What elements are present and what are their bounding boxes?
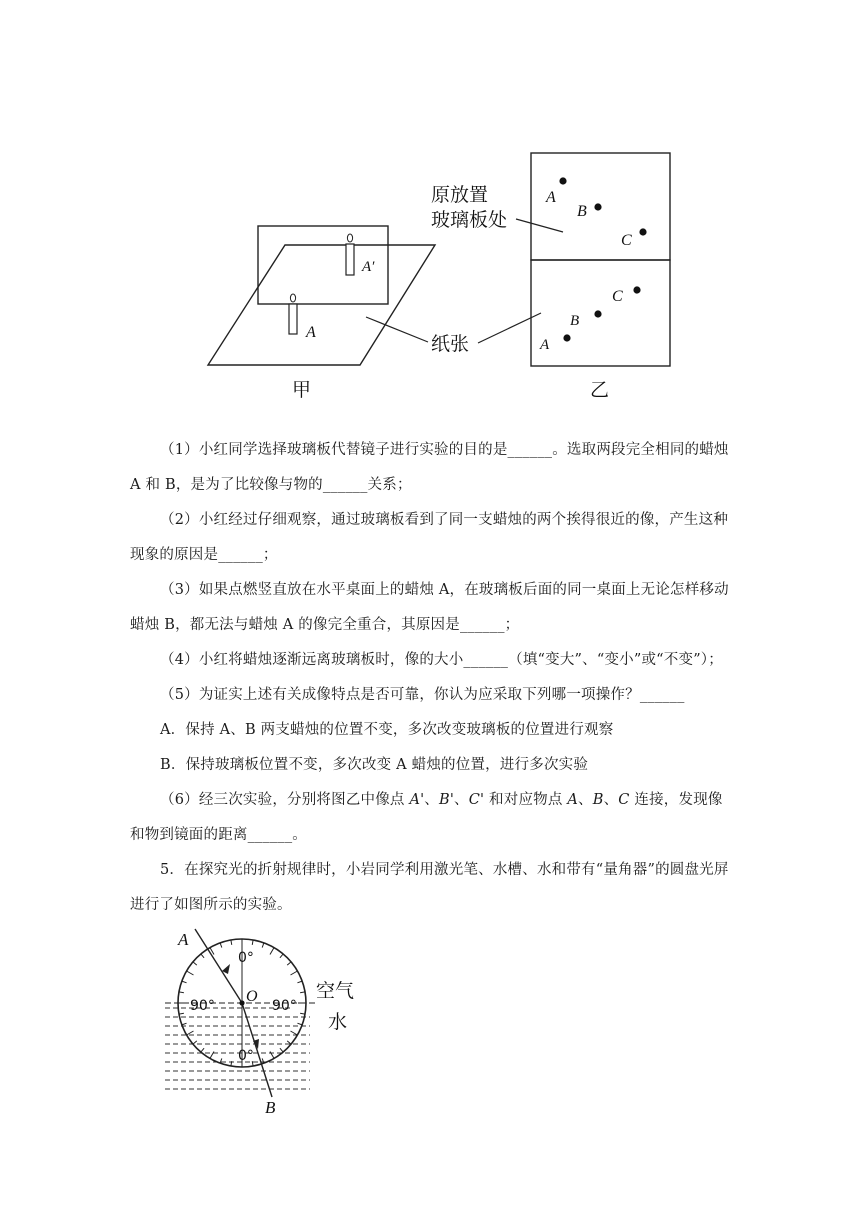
point-a-top (559, 177, 566, 184)
protractor-tick (262, 943, 264, 948)
label-b-fig2: B (265, 1098, 276, 1117)
point-a: A (567, 792, 579, 808)
point-o (239, 1000, 244, 1005)
label-deg-left: 90° (190, 998, 215, 1014)
point-a-bottom (563, 334, 570, 341)
point-c: C (618, 792, 630, 808)
option-a (160, 713, 760, 748)
separator: 、 (424, 792, 439, 808)
label-a-yi-top: A (546, 189, 556, 206)
callout-paper-leader-left (366, 317, 428, 342)
candle-image-a-prime (346, 234, 354, 275)
question-5-number: （5） (160, 687, 199, 703)
label-a-yi-bottom: A (540, 337, 550, 353)
question-3-text: 如果点燃竖直放在水平桌面上的蜡烛 A，在玻璃板后面的同一桌面上无论怎样移动蜡烛 B，都无法与蜡烛 A 的像完全重合，其原因是______； (130, 582, 729, 633)
label-a-jia: A (306, 324, 316, 341)
question-2-text: 小红经过仔细观察，通过玻璃板看到了同一支蜡烛的两个挨得很近的像，产生这种现象的原因是______； (130, 512, 729, 563)
protractor-tick (201, 954, 204, 958)
protractor-tick (210, 1051, 214, 1058)
protractor-tick (280, 1048, 283, 1052)
callout-glass-leader (516, 219, 563, 232)
question-1-text: 小红同学选择玻璃板代替镜子进行实验的目的是______。选取两段完全相同的蜡烛 A 和 B，是为了比较像与物的______关系； (130, 442, 729, 493)
option-a-text: 保持 A、B 两支蜡烛的位置不变，多次改变玻璃板的位置进行观察 (185, 722, 614, 738)
protractor-tick (290, 971, 297, 975)
question-6-number: （6） (160, 792, 199, 808)
protractor-tick (182, 981, 187, 983)
question-6-text-3: 连接，发现像和物到镜面的距离______。 (130, 792, 723, 843)
protractor-tick (297, 1023, 302, 1025)
candle-a (289, 294, 297, 334)
label-b-yi-bottom: B (570, 313, 580, 329)
question-4-text: 小红将蜡烛逐渐远离玻璃板时，像的大小______（填“变大”、“变小”或“不变”）； (198, 652, 723, 668)
question-5-text: 为证实上述有关成像特点是否可靠，你认为应采取下列哪一项操作？______ (198, 687, 685, 703)
caption-jia: 甲 (292, 379, 312, 401)
separator: 、 (578, 792, 593, 808)
label-deg-bottom: 0° (238, 1048, 254, 1064)
protractor-tick (220, 943, 222, 948)
question-6-text-1: 经三次实验，分别将图乙中像点 (198, 792, 410, 808)
label-c-yi-top: C (621, 232, 632, 249)
protractor-tick (187, 1031, 194, 1035)
label-c-yi-bottom: C (612, 288, 623, 305)
separator: 、 (454, 792, 469, 808)
label-a-prime-jia: A′ (362, 259, 375, 275)
point-b-prime: B' (439, 792, 455, 808)
protractor-tick (270, 948, 274, 955)
question-4-number: （4） (160, 652, 199, 668)
problem-5-text: 在探究光的折射规律时，小岩同学利用激光笔、水槽、水和带有“量角器”的圆盘光屏进行了如图所示的实验。 (130, 862, 729, 913)
paper-sheet (208, 245, 435, 365)
protractor-tick (290, 1031, 297, 1035)
problem-5 (130, 853, 730, 923)
point-b-top (594, 203, 601, 210)
question-4 (130, 643, 730, 678)
problem-5-number: 5． (160, 862, 185, 878)
label-b-yi-top: B (577, 203, 587, 220)
question-2 (130, 503, 730, 573)
question-5 (130, 678, 730, 713)
point-c-prime: C' (468, 792, 485, 808)
figure-mirror-experiment (0, 0, 860, 420)
caption-yi: 乙 (590, 379, 610, 401)
protractor-tick (187, 971, 194, 975)
question-1-number: （1） (160, 442, 199, 458)
option-b-letter: B． (160, 757, 186, 773)
question-2-number: （2） (160, 512, 199, 528)
point-b-bottom (594, 310, 601, 317)
protractor-tick (252, 940, 253, 945)
protractor-tick (179, 1013, 184, 1014)
protractor-tick (231, 940, 232, 945)
question-1 (130, 433, 730, 503)
label-o-fig2: O (246, 988, 258, 1005)
protractor-tick (193, 1041, 197, 1044)
protractor-tick (280, 954, 283, 958)
protractor-tick (297, 981, 302, 983)
question-3 (130, 573, 730, 643)
point-a-prime: A' (409, 792, 425, 808)
question-3-number: （3） (160, 582, 199, 598)
protractor-tick (287, 962, 291, 965)
label-deg-top: 0° (238, 950, 254, 966)
point-b: B (592, 792, 604, 808)
label-deg-right: 90° (272, 998, 297, 1014)
protractor-tick (201, 1048, 204, 1052)
callout-paper: 纸张 (431, 333, 470, 355)
label-a-fig2: A (178, 930, 189, 949)
protractor-tick (182, 1023, 187, 1025)
callout-glass-line1: 原放置 (431, 184, 489, 206)
option-a-letter: A． (160, 722, 186, 738)
option-b-text: 保持玻璃板位置不变，多次改变 A 蜡烛的位置，进行多次实验 (185, 757, 589, 773)
separator: 、 (603, 792, 619, 808)
callout-glass-line2: 玻璃板处 (431, 209, 508, 231)
protractor-tick (300, 1013, 305, 1014)
label-air: 空气 (316, 980, 355, 1002)
protractor-tick (179, 992, 184, 993)
figure-refraction (150, 915, 390, 1120)
option-b (160, 748, 760, 783)
point-c-top (639, 228, 646, 235)
protractor-tick (193, 962, 197, 965)
label-water: 水 (328, 1011, 348, 1033)
question-6 (130, 783, 730, 853)
question-6-text-2: 和对应物点 (484, 792, 568, 808)
protractor-tick (300, 992, 305, 993)
point-c-bottom (633, 286, 640, 293)
